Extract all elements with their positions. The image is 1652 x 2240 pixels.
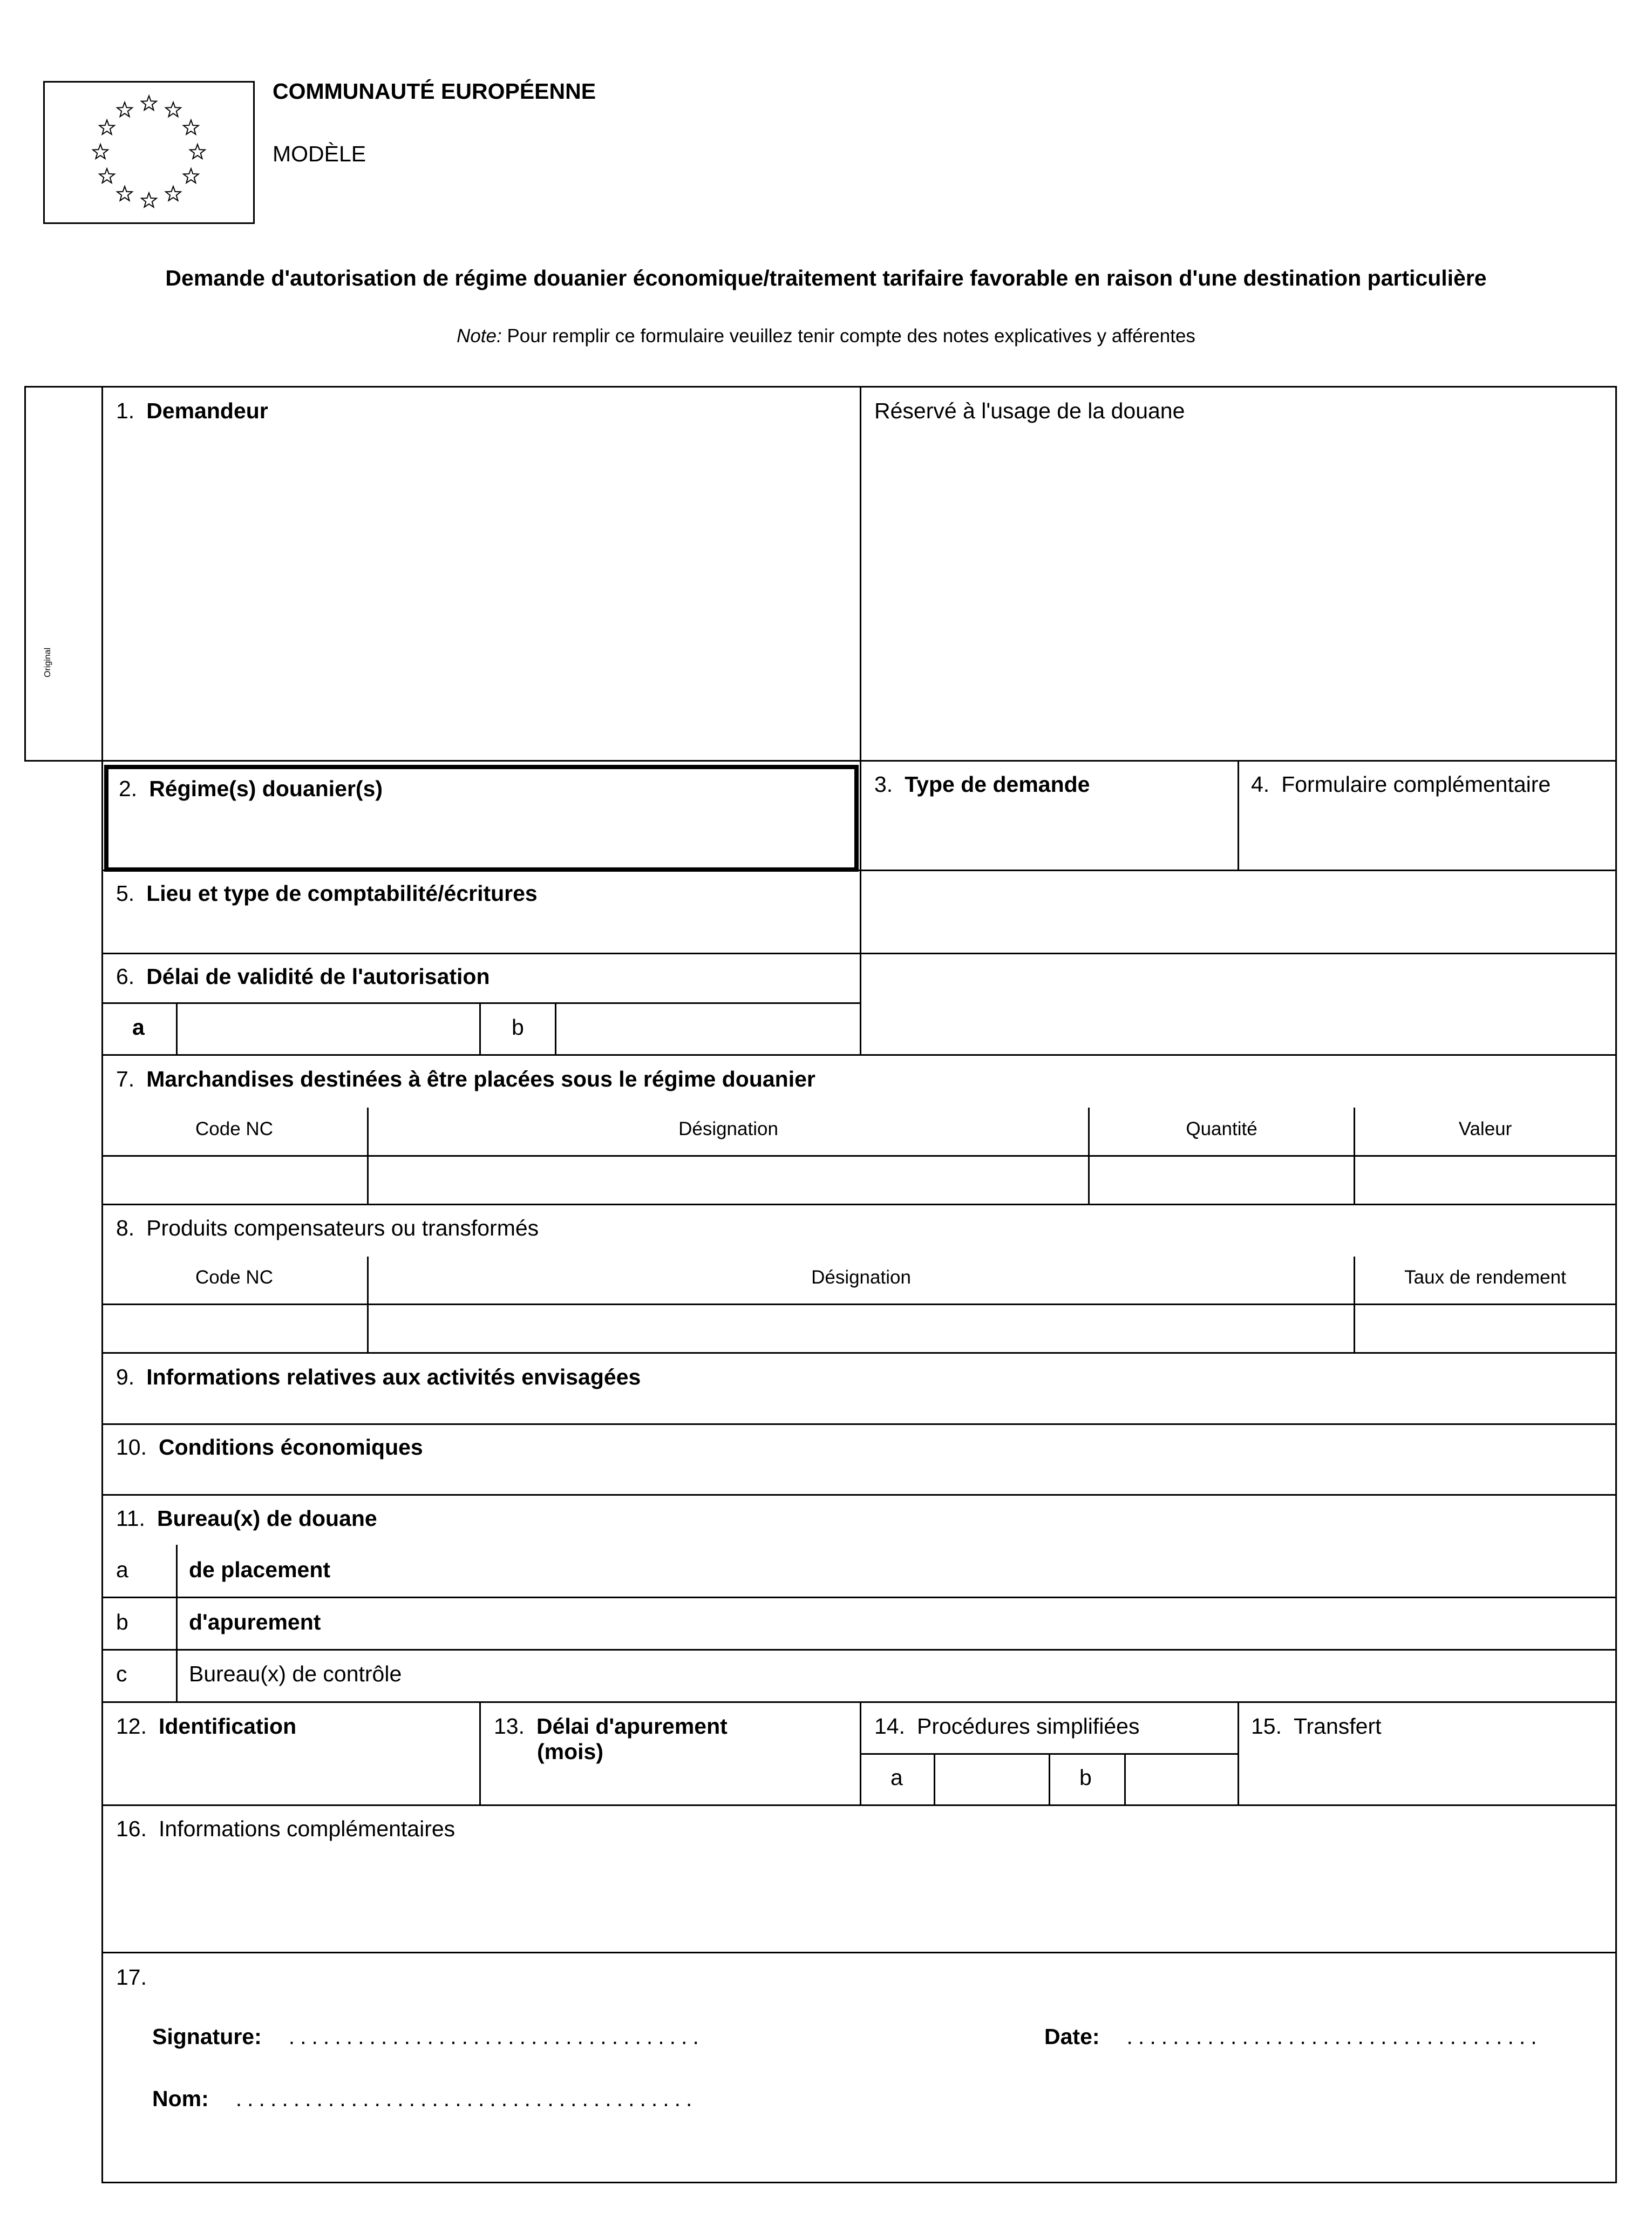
field-7-label: 7. Marchandises destinées à être placées sous le régime douanier — [116, 1067, 815, 1091]
field-11c-label: Bureau(x) de contrôle — [189, 1661, 402, 1686]
field-11a-key: a — [116, 1557, 128, 1582]
col-quantity: Quantité — [1186, 1118, 1257, 1139]
simplified-b-field[interactable] — [1126, 1755, 1236, 1805]
activities-field[interactable] — [104, 1354, 1614, 1422]
star-icon — [141, 96, 157, 110]
field-11-label: 11. Bureau(x) de douane — [116, 1506, 377, 1531]
field-14-label: 14. Procédures simplifiées — [874, 1714, 1140, 1739]
field-14b-label: b — [1079, 1765, 1092, 1790]
economic-conditions-field[interactable] — [104, 1426, 1614, 1494]
col8-code-nc: Code NC — [195, 1267, 273, 1288]
note-label: Note: — [457, 325, 502, 347]
original-label-text: Original — [43, 647, 52, 677]
field-6a-label: a — [132, 1015, 145, 1040]
goods-code-field[interactable] — [104, 1157, 366, 1204]
col-value: Valeur — [1458, 1118, 1512, 1139]
goods-description-field[interactable] — [369, 1157, 1087, 1204]
field-6b-label: b — [512, 1015, 524, 1040]
star-icon — [190, 144, 205, 158]
date-field[interactable] — [1117, 2019, 1603, 2051]
products-code-field[interactable] — [104, 1306, 366, 1352]
field-4-label: 4. Formulaire complémentaire — [1251, 772, 1551, 797]
star-icon — [166, 102, 181, 117]
validity-b-field[interactable] — [557, 1004, 859, 1054]
col8-yield-rate: Taux de rendement — [1404, 1267, 1566, 1288]
field-14a-label: a — [890, 1765, 903, 1790]
products-yield-field[interactable] — [1356, 1306, 1614, 1352]
field-8-label: 8. Produits compensateurs ou transformés — [116, 1216, 539, 1240]
field-12-label: 12. Identification — [116, 1714, 297, 1739]
star-icon — [117, 186, 132, 200]
field-15-label: 15. Transfert — [1251, 1714, 1382, 1739]
goods-quantity-field[interactable] — [1090, 1157, 1352, 1204]
simplified-a-field[interactable] — [936, 1755, 1048, 1805]
field-13-label2: (mois) — [537, 1739, 603, 1764]
star-icon — [93, 144, 108, 158]
col-designation: Désignation — [678, 1118, 778, 1139]
star-icon — [99, 120, 114, 134]
additional-info-field[interactable] — [104, 1807, 1614, 1951]
star-icon — [117, 102, 132, 117]
signature-line: Signature: .................................... — [152, 2024, 704, 2049]
org-name: COMMUNAUTÉ EUROPÉENNE — [273, 79, 596, 104]
star-icon — [183, 120, 199, 134]
transfer-field[interactable] — [1240, 1703, 1614, 1805]
customs-use-label: Réservé à l'usage de la douane — [874, 398, 1185, 423]
star-icon — [141, 193, 157, 207]
field-2-label: 2. Régime(s) douanier(s) — [119, 776, 383, 801]
field-16-label: 16. Informations complémentaires — [116, 1816, 456, 1841]
star-icon — [99, 168, 114, 182]
eu-flag — [43, 81, 255, 224]
col-code-nc: Code NC — [195, 1118, 273, 1139]
validity-a-field[interactable] — [178, 1004, 478, 1054]
field-3-label: 3. Type de demande — [874, 772, 1090, 797]
field-11a-label: de placement — [189, 1557, 331, 1582]
field-10-label: 10. Conditions économiques — [116, 1435, 423, 1460]
supplementary-form-field[interactable] — [1240, 762, 1614, 870]
form-title: Demande d'autorisation de régime douanier économique/traitement tarifaire favorable en raison d'une destination particulière — [165, 266, 1487, 290]
products-description-field[interactable] — [369, 1306, 1352, 1352]
name-line: Nom: ........................................ — [152, 2086, 698, 2111]
field-5-label: 5. Lieu et type de comptabilité/écritures — [116, 881, 538, 906]
col8-designation: Désignation — [811, 1267, 911, 1288]
star-icon — [183, 168, 199, 182]
field-1-label: 1. Demandeur — [116, 398, 268, 423]
eu-stars-icon — [45, 83, 253, 222]
star-icon — [166, 186, 181, 200]
customs-use-field — [862, 389, 1614, 760]
name-field[interactable] — [227, 2081, 766, 2113]
goods-value-field[interactable] — [1356, 1157, 1614, 1204]
date-line: Date: .................................... — [1044, 2024, 1542, 2049]
form-note — [0, 325, 1652, 347]
identification-field[interactable] — [104, 1703, 478, 1805]
field-13-label: 13. Délai d'apurement — [494, 1714, 728, 1739]
discharge-period-field[interactable] — [481, 1703, 859, 1805]
field-11b-key: b — [116, 1610, 128, 1634]
signature-field[interactable] — [281, 2019, 766, 2051]
application-type-field[interactable] — [862, 762, 1236, 870]
field-11c-key: c — [116, 1661, 127, 1686]
accounts-field[interactable] — [104, 871, 1614, 952]
model-label: MODÈLE — [273, 141, 366, 166]
note-text: Pour remplir ce formulaire veuillez tenir compte des notes explicatives y afférentes — [501, 325, 1195, 347]
field-6-label: 6. Délai de validité de l'autorisation — [116, 964, 490, 989]
field-17-label: 17. — [116, 1965, 147, 1990]
field-9-label: 9. Informations relatives aux activités envisagées — [116, 1365, 641, 1389]
applicant-field[interactable] — [104, 389, 859, 760]
field-11b-label: d'apurement — [189, 1610, 321, 1634]
